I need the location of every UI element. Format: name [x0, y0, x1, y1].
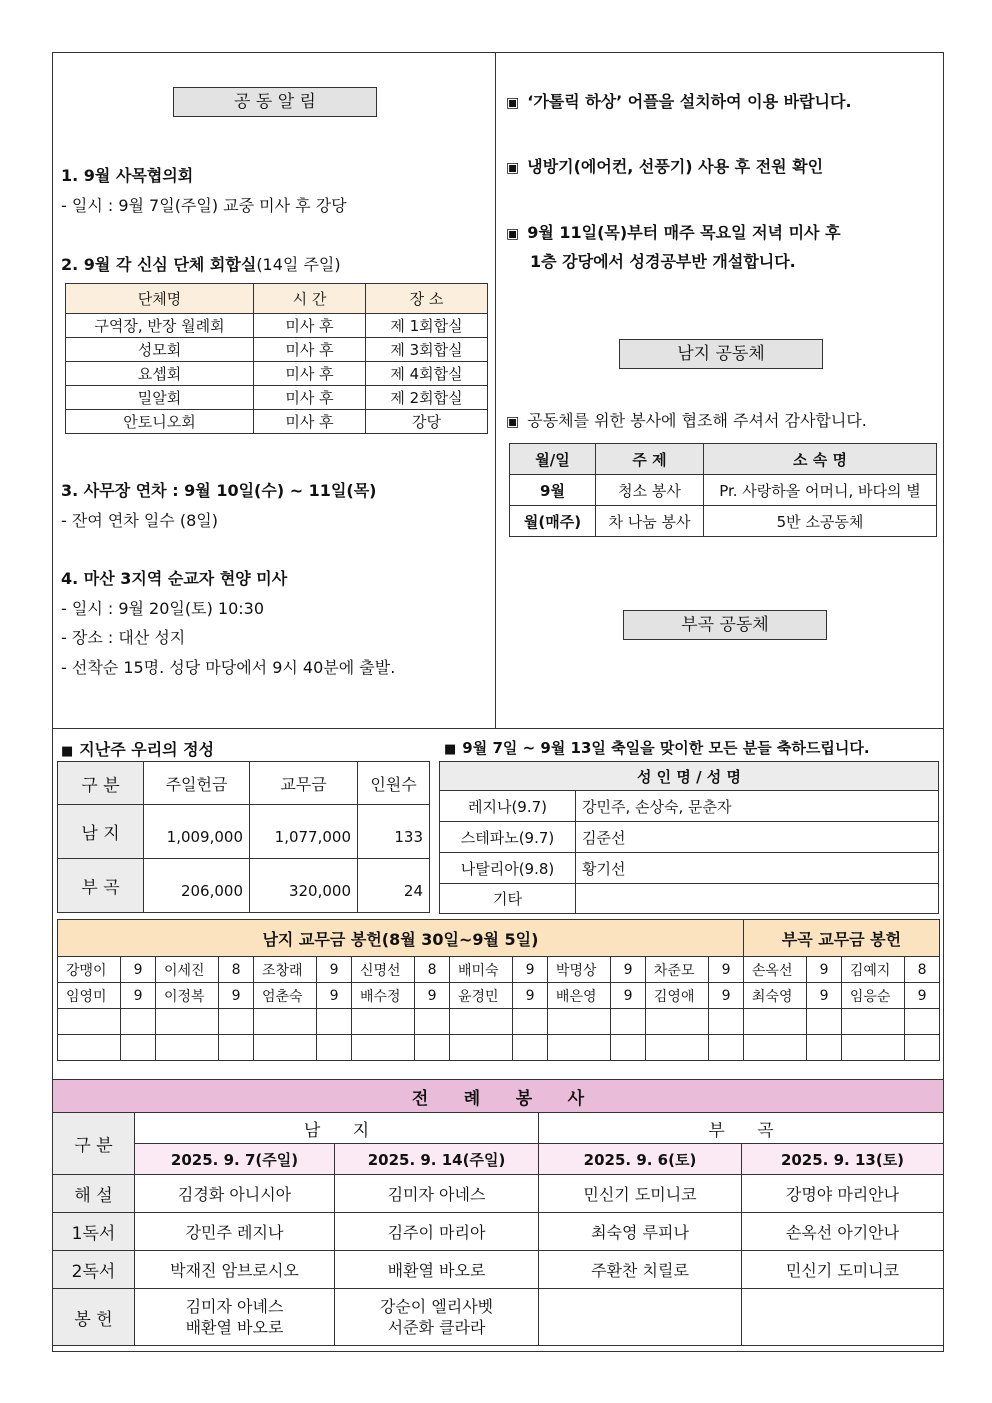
section4-line-2: - 장소 : 대산 성지	[61, 628, 186, 647]
liturgy-bugok: 부 곡	[539, 1113, 944, 1144]
bugok-community-title: 부곡 공동체	[623, 610, 827, 640]
dues-count-cell: 9	[611, 957, 646, 983]
dues-name-cell: 배수정	[351, 983, 414, 1009]
notice-bible-study	[506, 220, 841, 243]
role-label: 해 설	[53, 1175, 135, 1213]
table-row	[53, 1289, 944, 1346]
dues-count-cell: 9	[709, 957, 744, 983]
table-row	[66, 362, 488, 386]
dues-count-cell: 8	[415, 957, 450, 983]
dues-name-cell: 엄춘숙	[253, 983, 316, 1009]
dues-name-cell	[58, 1035, 121, 1061]
section4-line-1: - 일시 : 9월 20일(토) 10:30	[61, 599, 265, 618]
minister-cell: 박재진 암브로시오	[135, 1251, 335, 1289]
dues-name-cell: 김영애	[645, 983, 708, 1009]
table-header-row	[58, 920, 940, 957]
dues-name-cell	[351, 1035, 414, 1061]
dues-count-cell	[807, 1035, 842, 1061]
section3-heading: 3. 사무장 연차 : 9월 10일(수) ~ 11일(목)	[61, 481, 377, 500]
dues-name-cell: 차준모	[645, 957, 708, 983]
square-bullet-icon: ▣	[506, 226, 520, 242]
dues-count-cell: 9	[317, 983, 352, 1009]
dues-name-cell: 임응순	[841, 983, 904, 1009]
dues-name-cell	[351, 1009, 414, 1035]
dues-count-cell	[415, 1009, 450, 1035]
dues-name-cell	[253, 1035, 316, 1061]
table-row	[53, 1144, 944, 1175]
cell-place: 제 4회합실	[366, 362, 488, 386]
group-meeting-table	[65, 283, 488, 434]
cell-count: 133	[358, 805, 430, 859]
dues-name-cell	[547, 1035, 610, 1061]
offer-name: 강순이 엘리사벳	[379, 1297, 494, 1316]
table-row	[510, 506, 937, 537]
dues-name-cell	[841, 1035, 904, 1061]
dues-name-cell	[841, 1009, 904, 1035]
dues-count-cell	[905, 1009, 940, 1035]
header-group: 단체명	[66, 284, 254, 314]
cell-group: 구역장, 반장 월례회	[66, 314, 254, 338]
cell-time: 미사 후	[254, 362, 366, 386]
offer-cell	[539, 1289, 742, 1346]
minister-cell: 주환찬 치릴로	[539, 1251, 742, 1289]
dues-count-cell	[905, 1035, 940, 1061]
date-cell: 2025. 9. 6(토)	[539, 1144, 742, 1175]
dues-count-cell: 9	[317, 957, 352, 983]
cell-count: 24	[358, 859, 430, 913]
dues-name-cell	[58, 1009, 121, 1035]
header-topic: 주 제	[596, 444, 704, 475]
black-square-icon: ■	[444, 742, 457, 757]
cell-community: 남 지	[58, 805, 144, 859]
cell-group: 밀알회	[66, 386, 254, 410]
offer-cell	[335, 1289, 539, 1346]
table-row	[58, 859, 430, 913]
table-header-row	[440, 762, 939, 791]
table-row	[66, 410, 488, 434]
notice-bible-study-text-1: 9월 11일(목)부터 매주 목요일 저녁 미사 후	[527, 223, 841, 242]
table-row	[510, 475, 937, 506]
offer-cell	[135, 1289, 335, 1346]
cell-date: 월(매주)	[510, 506, 596, 537]
dues-name-cell: 손옥선	[743, 957, 806, 983]
date-cell: 2025. 9. 14(주일)	[335, 1144, 539, 1175]
table-row	[58, 983, 940, 1009]
cell-group: 안토니오회	[66, 410, 254, 434]
dues-name-cell: 배미숙	[449, 957, 512, 983]
dues-name-cell	[645, 1009, 708, 1035]
feast-table	[439, 761, 939, 914]
liturgy-gubun: 구 분	[53, 1113, 135, 1175]
minister-cell: 배환열 바오로	[335, 1251, 539, 1289]
table-row	[58, 957, 940, 983]
header-time: 시 간	[254, 284, 366, 314]
liturgy-title: 전 례 봉 사	[53, 1080, 944, 1113]
table-row	[53, 1175, 944, 1213]
square-bullet-icon: ▣	[506, 95, 520, 111]
role-label: 봉 헌	[53, 1289, 135, 1346]
notice-aircon-text: 냉방기(에어컨, 선풍기) 사용 후 전원 확인	[527, 157, 824, 176]
dues-name-cell: 최숙영	[743, 983, 806, 1009]
cell-place: 제 1회합실	[366, 314, 488, 338]
notice-app	[506, 89, 852, 112]
dues-name-cell: 배은영	[547, 983, 610, 1009]
cell-dues: 320,000	[250, 859, 358, 913]
offering-table	[57, 761, 430, 913]
cell-names	[576, 884, 939, 914]
cell-community: 부 곡	[58, 859, 144, 913]
dues-count-cell	[317, 1009, 352, 1035]
table-header-row	[53, 1080, 944, 1113]
dues-name-cell	[253, 1009, 316, 1035]
header-sunday-offering: 주일헌금	[144, 762, 250, 805]
cell-date: 9월	[510, 475, 596, 506]
cell-time: 미사 후	[254, 314, 366, 338]
namji-dues-title: 남지 교무금 봉헌(8월 30일~9월 5일)	[58, 920, 744, 957]
top-section	[53, 53, 943, 729]
minister-cell: 강명야 마리안나	[742, 1175, 944, 1213]
section1-heading: 1. 9월 사목협의회	[61, 166, 194, 185]
dues-count-cell: 9	[415, 983, 450, 1009]
header-affiliation: 소 속 명	[704, 444, 937, 475]
dues-count-cell: 9	[513, 957, 548, 983]
minister-cell: 최숙영 루피나	[539, 1213, 742, 1251]
cell-topic: 청소 봉사	[596, 475, 704, 506]
section2-heading-wrap	[61, 252, 341, 275]
dues-name-cell	[449, 1009, 512, 1035]
liturgy-table	[52, 1079, 944, 1346]
offer-name: 서준화 클라라	[387, 1318, 486, 1337]
section4-line-3: - 선착순 15명. 성당 마당에서 9시 40분에 출발.	[61, 658, 396, 677]
cell-topic: 차 나눔 봉사	[596, 506, 704, 537]
date-cell: 2025. 9. 7(주일)	[135, 1144, 335, 1175]
minister-cell: 김미자 아네스	[335, 1175, 539, 1213]
offer-cell	[742, 1289, 944, 1346]
cell-time: 미사 후	[254, 338, 366, 362]
dues-table	[57, 919, 940, 1061]
dues-count-cell: 9	[219, 983, 254, 1009]
dues-count-cell	[513, 1009, 548, 1035]
dues-name-cell: 이정복	[155, 983, 218, 1009]
cell-sunday-offering: 1,009,000	[144, 805, 250, 859]
cell-names: 강민주, 손상숙, 문춘자	[576, 791, 939, 822]
role-label: 1독서	[53, 1213, 135, 1251]
namji-community-title: 남지 공동체	[619, 339, 823, 369]
dues-count-cell	[121, 1035, 156, 1061]
liturgy-namji: 남 지	[135, 1113, 539, 1144]
dues-count-cell	[219, 1035, 254, 1061]
table-row	[66, 338, 488, 362]
cell-names: 황기선	[576, 853, 939, 884]
offering-title-wrap	[61, 737, 214, 760]
dues-name-cell	[155, 1009, 218, 1035]
cell-time: 미사 후	[254, 410, 366, 434]
notice-bible-study-text-2: 1층 강당에서 성경공부반 개설합니다.	[530, 252, 796, 271]
table-row	[53, 1113, 944, 1144]
header-dues: 교무금	[250, 762, 358, 805]
cell-saint: 나탈리아(9.8)	[440, 853, 576, 884]
dues-count-cell: 9	[513, 983, 548, 1009]
offer-name: 배환열 바오로	[185, 1318, 284, 1337]
bulletin-frame	[52, 52, 944, 1352]
table-row	[440, 791, 939, 822]
dues-name-cell: 이세진	[155, 957, 218, 983]
dues-name-cell	[449, 1035, 512, 1061]
dues-count-cell	[611, 1009, 646, 1035]
table-row	[66, 314, 488, 338]
feast-title-wrap	[444, 737, 870, 758]
header-saint-name: 성 인 명 / 성 명	[440, 762, 939, 791]
table-row	[58, 1035, 940, 1061]
dues-count-cell	[121, 1009, 156, 1035]
cell-affiliation: Pr. 사랑하올 어머니, 바다의 별	[704, 475, 937, 506]
dues-name-cell: 강맹이	[58, 957, 121, 983]
dues-count-cell: 9	[905, 983, 940, 1009]
dues-count-cell	[709, 1009, 744, 1035]
dues-count-cell: 9	[121, 957, 156, 983]
dues-count-cell: 9	[807, 983, 842, 1009]
dues-count-cell	[709, 1035, 744, 1061]
table-row	[53, 1251, 944, 1289]
minister-cell: 민신기 도미니코	[742, 1251, 944, 1289]
table-row	[440, 884, 939, 914]
notice-thanks	[506, 408, 867, 431]
header-place: 장 소	[366, 284, 488, 314]
dues-count-cell: 8	[219, 957, 254, 983]
dues-name-cell	[155, 1035, 218, 1061]
dues-name-cell	[547, 1009, 610, 1035]
table-header-row	[510, 444, 937, 475]
cell-dues: 1,077,000	[250, 805, 358, 859]
cell-saint: 레지나(9.7)	[440, 791, 576, 822]
common-notice-column	[53, 53, 496, 729]
right-notice-column	[496, 53, 943, 729]
feast-title: 9월 7일 ~ 9월 13일 축일을 맞이한 모든 분들 축하드립니다.	[462, 739, 870, 757]
minister-cell: 손옥선 아기안나	[742, 1213, 944, 1251]
notice-thanks-text: 공동체를 위한 봉사에 협조해 주셔서 감사합니다.	[527, 411, 867, 430]
dues-count-cell: 9	[121, 983, 156, 1009]
minister-cell: 김주이 마리아	[335, 1213, 539, 1251]
date-cell: 2025. 9. 13(토)	[742, 1144, 944, 1175]
cell-names: 김준선	[576, 822, 939, 853]
dues-name-cell	[743, 1035, 806, 1061]
service-table	[509, 443, 937, 537]
dues-name-cell: 임영미	[58, 983, 121, 1009]
bugok-dues-title: 부곡 교무금 봉헌	[743, 920, 939, 957]
minister-cell: 김경화 아니시아	[135, 1175, 335, 1213]
table-row	[66, 386, 488, 410]
dues-count-cell: 9	[709, 983, 744, 1009]
cell-saint: 스테파노(9.7)	[440, 822, 576, 853]
dues-count-cell: 8	[905, 957, 940, 983]
dues-count-cell	[611, 1035, 646, 1061]
header-count: 인원수	[358, 762, 430, 805]
dues-name-cell: 박명상	[547, 957, 610, 983]
notice-aircon	[506, 154, 823, 177]
dues-count-cell	[415, 1035, 450, 1061]
square-bullet-icon: ▣	[506, 160, 520, 176]
cell-place: 제 2회합실	[366, 386, 488, 410]
dues-count-cell: 9	[807, 957, 842, 983]
table-row	[440, 853, 939, 884]
dues-name-cell: 조창래	[253, 957, 316, 983]
table-row	[440, 822, 939, 853]
cell-time: 미사 후	[254, 386, 366, 410]
cell-group: 성모회	[66, 338, 254, 362]
section3-line: - 잔여 연차 일수 (8일)	[61, 511, 218, 530]
dues-name-cell: 신명선	[351, 957, 414, 983]
minister-cell: 민신기 도미니코	[539, 1175, 742, 1213]
cell-sunday-offering: 206,000	[144, 859, 250, 913]
cell-group: 요셉회	[66, 362, 254, 386]
minister-cell: 강민주 레지나	[135, 1213, 335, 1251]
section1-line: - 일시 : 9월 7일(주일) 교중 미사 후 강당	[61, 196, 347, 215]
section2-heading-note: (14일 주일)	[256, 255, 341, 274]
dues-count-cell	[317, 1035, 352, 1061]
common-notice-title: 공 동 알 림	[173, 87, 377, 117]
dues-count-cell	[807, 1009, 842, 1035]
table-header-row	[66, 284, 488, 314]
dues-name-cell: 김예지	[841, 957, 904, 983]
role-label: 2독서	[53, 1251, 135, 1289]
cell-affiliation: 5반 소공동체	[704, 506, 937, 537]
section4-heading: 4. 마산 3지역 순교자 현양 미사	[61, 569, 288, 588]
cell-saint: 기타	[440, 884, 576, 914]
offering-title: 지난주 우리의 정성	[79, 740, 215, 759]
dues-count-cell	[219, 1009, 254, 1035]
offer-name: 김미자 아녜스	[185, 1297, 284, 1316]
dues-name-cell	[743, 1009, 806, 1035]
cell-place: 강당	[366, 410, 488, 434]
square-bullet-icon: ▣	[506, 414, 520, 430]
dues-count-cell: 9	[611, 983, 646, 1009]
table-row	[58, 1009, 940, 1035]
dues-count-cell	[513, 1035, 548, 1061]
section2-heading: 2. 9월 각 신심 단체 회합실	[61, 255, 257, 274]
table-row	[53, 1213, 944, 1251]
table-row	[58, 805, 430, 859]
table-header-row	[58, 762, 430, 805]
cell-place: 제 3회합실	[366, 338, 488, 362]
dues-name-cell: 윤경민	[449, 983, 512, 1009]
header-gubun: 구 분	[58, 762, 144, 805]
black-square-icon: ■	[61, 744, 74, 759]
dues-name-cell	[645, 1035, 708, 1061]
notice-app-text: ‘가톨릭 하상’ 어플을 설치하여 이용 바랍니다.	[527, 92, 852, 111]
header-date: 월/일	[510, 444, 596, 475]
